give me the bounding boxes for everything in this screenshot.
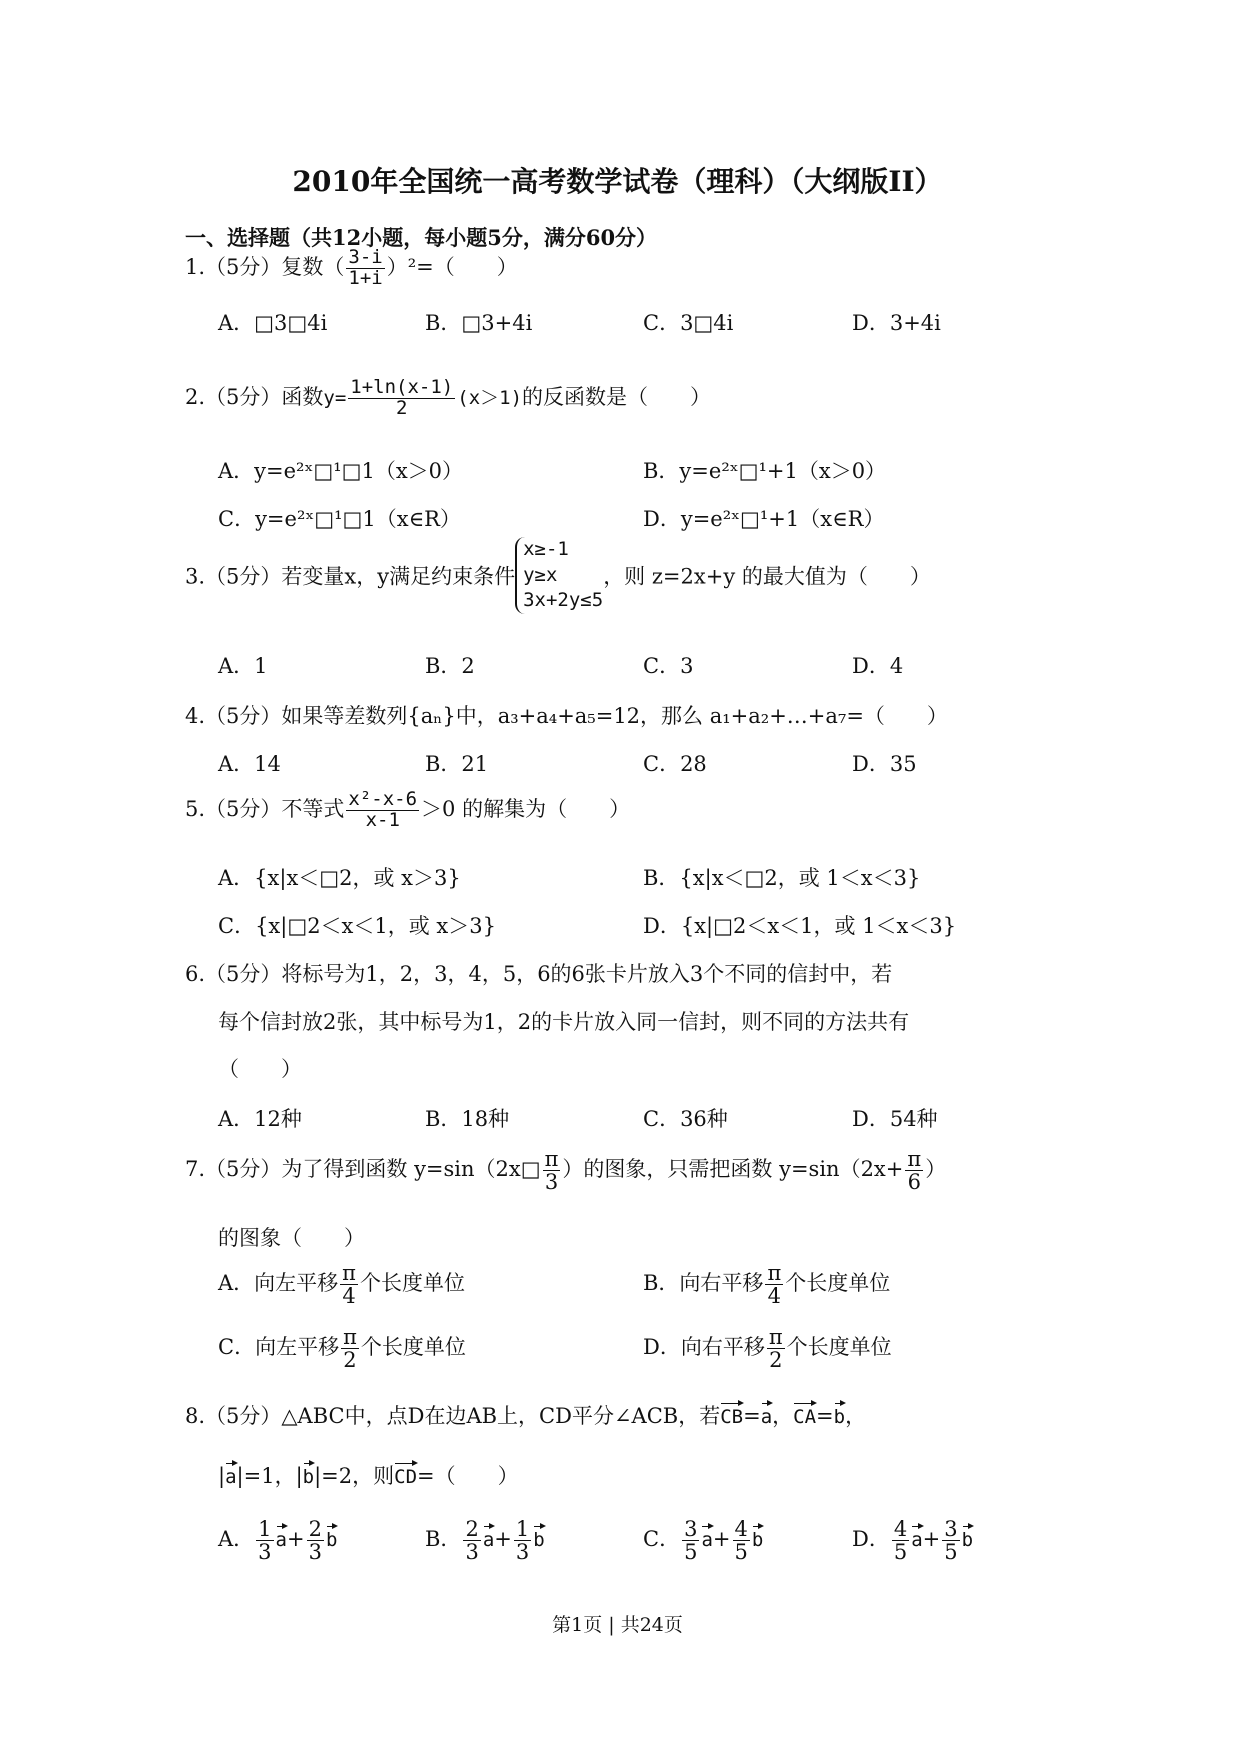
question-1: 1.（5分）复数（ $\frac{3-i}{1+i}$ ）²=（ ） bbox=[185, 246, 518, 289]
question-8-line-2: |a|=1，|b|=2，则CD=（ ） bbox=[218, 1460, 519, 1490]
option-d: D．35 bbox=[852, 752, 917, 776]
option-a: A． $\frac{1}{3}$ a+ $\frac{2}{3}$ b bbox=[218, 1517, 338, 1565]
option-c: C．向左平移 $\frac{\pi}{2}$ 个长度单位 bbox=[218, 1325, 466, 1373]
option-b: B．21 bbox=[425, 752, 489, 776]
question-3: 3.（5分）若变量x，y满足约束条件 x≥-1 y≥x 3x+2y≤5 ，则 z=2x+y 的最大值为（ ） bbox=[185, 537, 931, 614]
fraction: $\frac{\text{x²-x-6}}{x-1}$ bbox=[348, 788, 418, 831]
question-6-line-2: 每个信封放2张，其中标号为1，2的卡片放入同一信封，则不同的方法共有 bbox=[218, 1010, 910, 1034]
option-b: B．向右平移 $\frac{\pi}{4}$ 个长度单位 bbox=[643, 1261, 891, 1309]
option-b: B．y=e²ˣ□¹+1（x＞0） bbox=[643, 459, 887, 483]
fraction: $\frac{\pi}{3}$ bbox=[544, 1147, 559, 1195]
question-7: 7.（5分）为了得到函数 y=sin（2x□ $\frac{\pi}{3}$ ）的图象，只需把函数 y=sin（2x+ $\frac{\pi}{6}$ ） bbox=[185, 1147, 947, 1195]
question-6-line-3: （ ） bbox=[218, 1057, 302, 1081]
page-footer: 第1页 | 共24页 bbox=[552, 1614, 683, 1636]
option-c: C．{x|□2＜x＜1，或 x＞3} bbox=[218, 914, 496, 938]
option-c: C．28 bbox=[643, 752, 707, 776]
option-b: B．2 bbox=[425, 654, 475, 678]
question-2: 2.（5分）函数y= $\frac{1+\ln(x-1)}{2}$ (x＞1)的反函数是（ ） bbox=[185, 376, 712, 419]
option-d: D．3+4i bbox=[852, 311, 941, 335]
option-c: C． $\frac{3}{5}$ a+ $\frac{4}{5}$ b bbox=[643, 1517, 764, 1565]
question-5: 5.（5分）不等式 $\frac{\text{x²-x-6}}{x-1}$ ＞0 的解集为（ ） bbox=[185, 788, 631, 831]
question-6-line-1: 6.（5分）将标号为1，2，3，4，5，6的6张卡片放入3个不同的信封中，若 bbox=[185, 962, 893, 986]
question-7-line-2: 的图象（ ） bbox=[218, 1226, 365, 1250]
section-heading: 一、选择题（共12小题，每小题5分，满分60分） bbox=[185, 225, 658, 250]
fraction: $\frac{3-i}{1+i}$ bbox=[348, 246, 383, 289]
option-b: B．{x|x＜□2，或 1＜x＜3} bbox=[643, 866, 921, 890]
question-4: 4.（5分）如果等差数列{aₙ}中，a₃+a₄+a₅=12，那么 a₁+a₂+…+a₇=（ ） bbox=[185, 704, 948, 728]
option-b: B． $\frac{2}{3}$ a+ $\frac{1}{3}$ b bbox=[425, 1517, 545, 1565]
option-a: A．14 bbox=[218, 752, 281, 776]
option-c: C．36种 bbox=[643, 1107, 728, 1131]
option-a: A．1 bbox=[218, 654, 268, 678]
option-a: A．向左平移 $\frac{\pi}{4}$ 个长度单位 bbox=[218, 1261, 465, 1309]
option-b: B．18种 bbox=[425, 1107, 510, 1131]
fraction: $\frac{1+\ln(x-1)}{2}$ bbox=[350, 376, 454, 419]
option-d: D．{x|□2＜x＜1，或 1＜x＜3} bbox=[643, 914, 957, 938]
option-d: D． $\frac{4}{5}$ a+ $\frac{3}{5}$ b bbox=[852, 1517, 974, 1565]
option-a: A．y=e²ˣ□¹□1（x＞0） bbox=[218, 459, 464, 483]
option-d: D．向右平移 $\frac{\pi}{2}$ 个长度单位 bbox=[643, 1325, 892, 1373]
constraint-system: x≥-1 y≥x 3x+2y≤5 bbox=[515, 537, 603, 614]
fraction: $\frac{\pi}{6}$ bbox=[907, 1147, 922, 1195]
option-c: C．y=e²ˣ□¹□1（x∈R） bbox=[218, 507, 461, 531]
page-title: 2010年全国统一高考数学试卷（理科）（大纲版II） bbox=[292, 165, 943, 198]
option-a: A．12种 bbox=[218, 1107, 302, 1131]
option-c: C．3□4i bbox=[643, 311, 734, 335]
option-d: D．54种 bbox=[852, 1107, 938, 1131]
question-8: 8.（5分）△ABC中，点D在边AB上，CD平分∠ACB，若CB=a，CA=b， bbox=[185, 1400, 866, 1430]
option-b: B．□3+4i bbox=[425, 311, 533, 335]
option-d: D．4 bbox=[852, 654, 904, 678]
option-a: A．□3□4i bbox=[218, 311, 328, 335]
option-c: C．3 bbox=[643, 654, 694, 678]
option-a: A．{x|x＜□2，或 x＞3} bbox=[218, 866, 461, 890]
option-d: D．y=e²ˣ□¹+1（x∈R） bbox=[643, 507, 885, 531]
